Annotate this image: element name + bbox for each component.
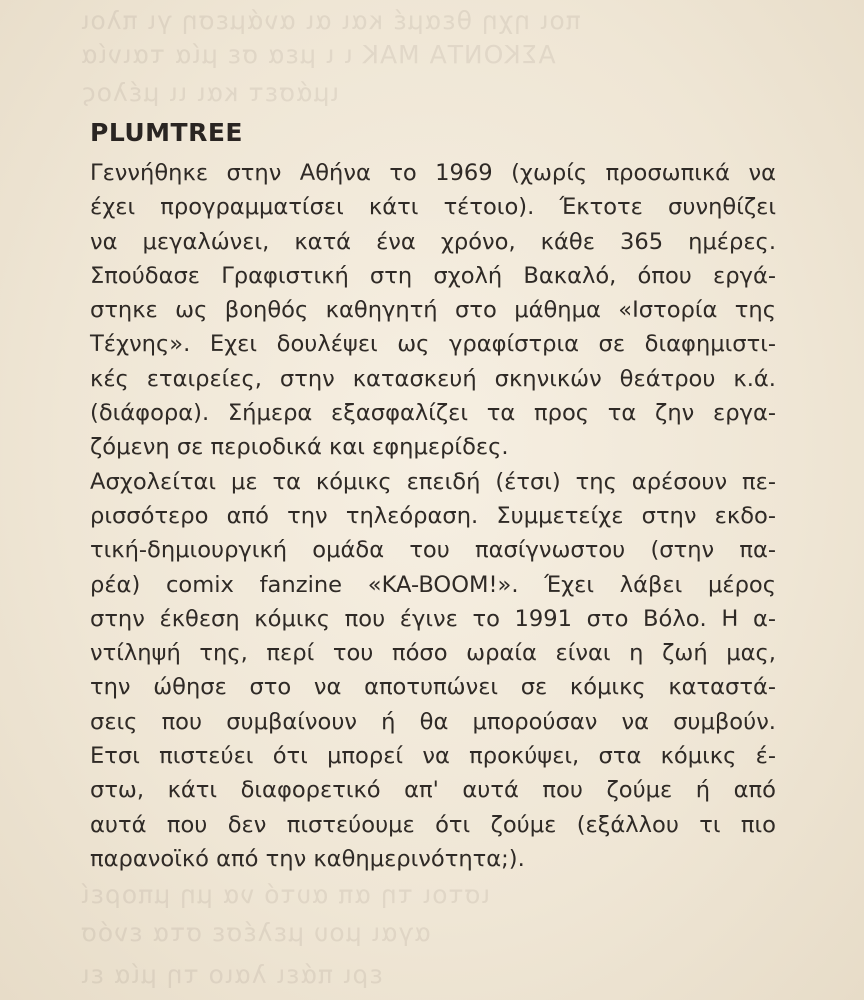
text-line: ρέα) comix fanzine «KA-BOOM!». Έχει λάβει μέρος (90, 571, 776, 598)
paragraph-1 (90, 156, 776, 465)
bleed-through-text: αγαι μου μελέσε στα ενόσ (80, 918, 431, 947)
text-line: τική-δημιουργική ομάδα του πασίγνωστου (στην πα- (90, 537, 776, 564)
bleed-through-text: ερι πάει λαιο τη μία ει (80, 960, 383, 989)
text-line: Ετσι πιστεύει ότι μπορεί να προκύψει, στα κόμικς έ- (90, 743, 776, 770)
bleed-through-text: ιμάσετ και ιι μέλος (80, 78, 339, 107)
body-text (90, 156, 776, 876)
text-line: Τέχνης». Εχει δουλέψει ως γραφίστρια σε διαφημιστι- (90, 331, 776, 358)
text-line: (διάφορα). Σήμερα εξασφαλίζει τα προς τα ζην εργα- (90, 400, 776, 427)
text-line: κές εταιρείες, στην κατασκευή σκηνικών θεάτρου κ.ά. (90, 365, 776, 392)
text-line: Ασχολείται με τα κόμικς επειδή (έτσι) της αρέσουν πε- (90, 468, 776, 495)
page-heading: PLUMTREE (90, 118, 243, 147)
text-line: στηκε ως βοηθός καθηγητή στο μάθημα «Ιστορία της (90, 297, 776, 324)
text-line: ρισσότερο από την τηλεόραση. Συμμετείχε στην εκδο- (90, 502, 776, 529)
text-line: σεις που συμβαίνουν ή θα μπορούσαν να συμβούν. (90, 708, 776, 735)
text-line: την ώθησε στο να αποτυπώνει σε κόμικς καταστά- (90, 674, 776, 701)
text-line: ζόμενη σε περιοδικά και εφημερίδες. (90, 434, 509, 461)
text-line: στω, κάτι διαφορετικό απ' αυτά που ζούμε ή από (90, 777, 776, 804)
bleed-through-text: ΑΣΚΟΝΤΑ ΜΑΚ ι ι μεα σε μία ταινία (80, 40, 556, 69)
bleed-through-text: ποι ηχη θεαμέ και αι ανάμεση γι πλοι (80, 6, 581, 35)
text-line: να μεγαλώνει, κατά ένα χρόνο, κάθε 365 ημέρες. (90, 228, 776, 255)
text-line: Σπούδασε Γραφιστική στη σχολή Βακαλό, όπου εργά- (90, 262, 776, 289)
text-line: στην έκθεση κόμικς που έγινε το 1991 στο Βόλο. Η α- (90, 605, 776, 632)
text-line: παρανοϊκό από την καθημερινότητα;). (90, 845, 525, 872)
text-line: αυτά που δεν πιστεύουμε ότι ζούμε (εξάλλου τι πιο (90, 811, 776, 838)
text-line: Γεννήθηκε στην Αθήνα το 1969 (χωρίς προσωπικά να (90, 160, 776, 186)
text-line: ντίληψή της, περί του πόσο ωραία είναι η ζωή μας, (90, 640, 776, 667)
bleed-through-text: ιστοι τη απ αυτό να μη μπορεί (80, 880, 490, 909)
paragraph-2 (90, 465, 776, 877)
text-line: έχει προγραμματίσει κάτι τέτοιο). Έκτοτε συνηθίζει (90, 194, 776, 221)
